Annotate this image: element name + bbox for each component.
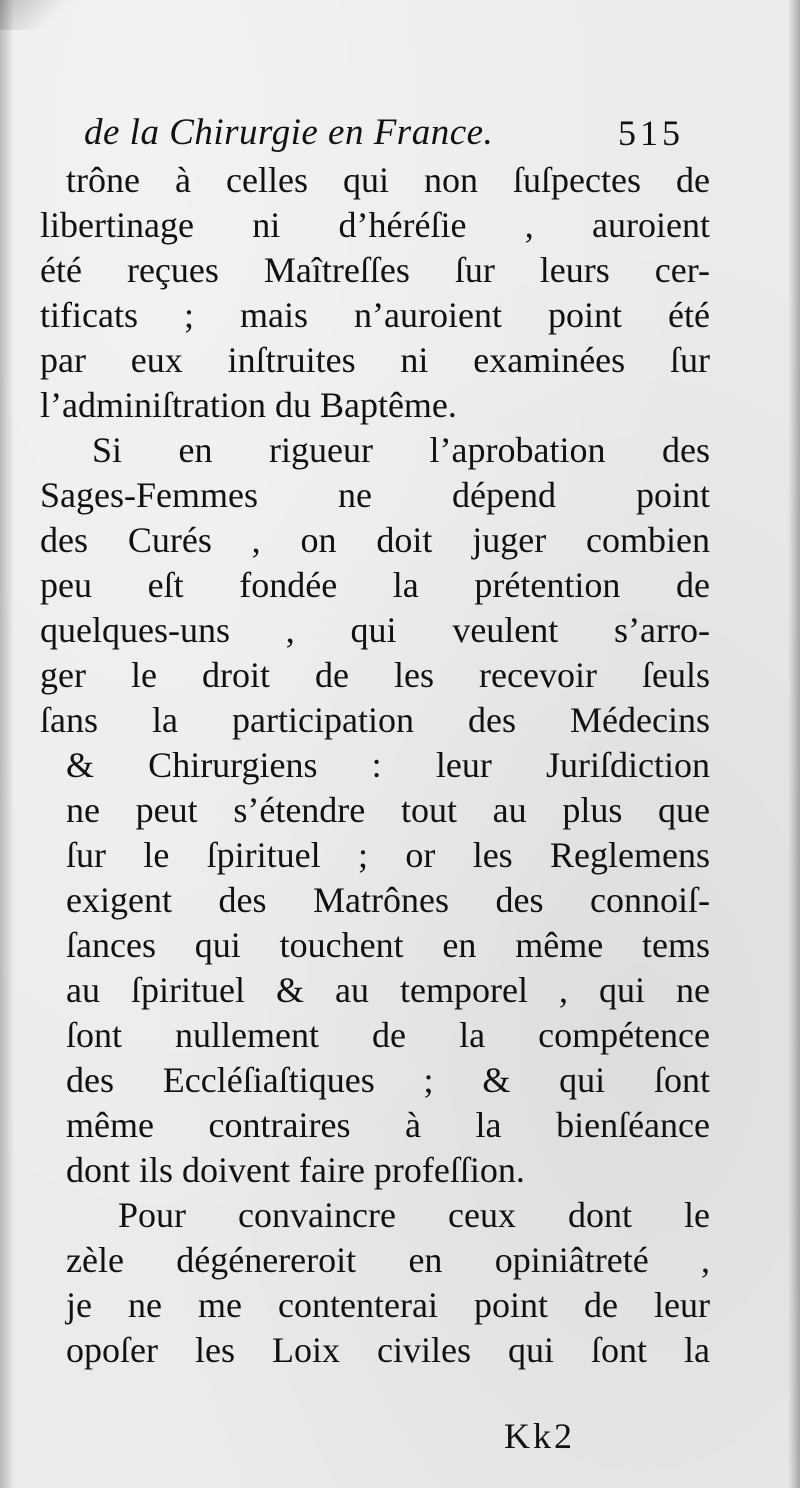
page-number: 515 bbox=[618, 113, 684, 153]
page-header bbox=[84, 105, 684, 157]
text-line: ſont nullement de la compétence bbox=[66, 1015, 710, 1055]
running-title: de la Chirurgie en France. bbox=[84, 112, 494, 153]
text-line: ſans la participation des Médecins bbox=[40, 700, 710, 740]
text-line: été reçues Maîtreſſes ſur leurs cer- bbox=[40, 250, 710, 290]
text-line: même contraires à la bienſéance bbox=[66, 1105, 710, 1145]
text-line: des Eccléſiaſtiques ; & qui ſont bbox=[66, 1060, 710, 1100]
text-line: opoſer les Loix civiles qui ſont la bbox=[66, 1330, 710, 1370]
text-line: l’adminiſtration du Baptême. bbox=[40, 385, 457, 425]
page-right-edge bbox=[788, 0, 800, 1488]
text-line: libertinage ni d’héréſie , auroient bbox=[40, 205, 710, 245]
text-line: Sages-Femmes ne dépend point bbox=[40, 475, 710, 515]
signature-mark: Kk2 bbox=[504, 1416, 575, 1456]
text-line: Si en rigueur l’aprobation des bbox=[92, 430, 710, 470]
text-line: exigent des Matrônes des connoiſ- bbox=[66, 880, 710, 920]
text-line: ne peut s’étendre tout au plus que bbox=[66, 790, 710, 830]
text-line: je ne me contenterai point de leur bbox=[66, 1285, 710, 1325]
page-left-shadow bbox=[0, 0, 14, 1488]
text-line: peu eſt fondée la prétention de bbox=[40, 565, 710, 605]
text-line: ſur le ſpirituel ; or les Reglemens bbox=[66, 835, 710, 875]
text-body bbox=[40, 158, 710, 1373]
text-line: ſances qui touchent en même tems bbox=[66, 925, 710, 965]
text-line: ger le droit de les recevoir ſeuls bbox=[40, 655, 710, 695]
text-line: & Chirurgiens : leur Juriſdiction bbox=[66, 745, 710, 785]
text-line: quelques-uns , qui veulent s’arro- bbox=[40, 610, 710, 650]
text-line: zèle dégénereroit en opiniâtreté , bbox=[66, 1240, 710, 1280]
text-line: trône à celles qui non ſuſpectes de bbox=[66, 160, 710, 200]
text-line: Pour convaincre ceux dont le bbox=[118, 1195, 710, 1235]
text-line: par eux inſtruites ni examinées ſur bbox=[40, 340, 710, 380]
text-line: tificats ; mais n’auroient point été bbox=[40, 295, 710, 335]
text-line: au ſpirituel & au temporel , qui ne bbox=[66, 970, 710, 1010]
text-line: dont ils doivent faire profeſſion. bbox=[66, 1150, 525, 1190]
text-line: des Curés , on doit juger combien bbox=[40, 520, 710, 560]
